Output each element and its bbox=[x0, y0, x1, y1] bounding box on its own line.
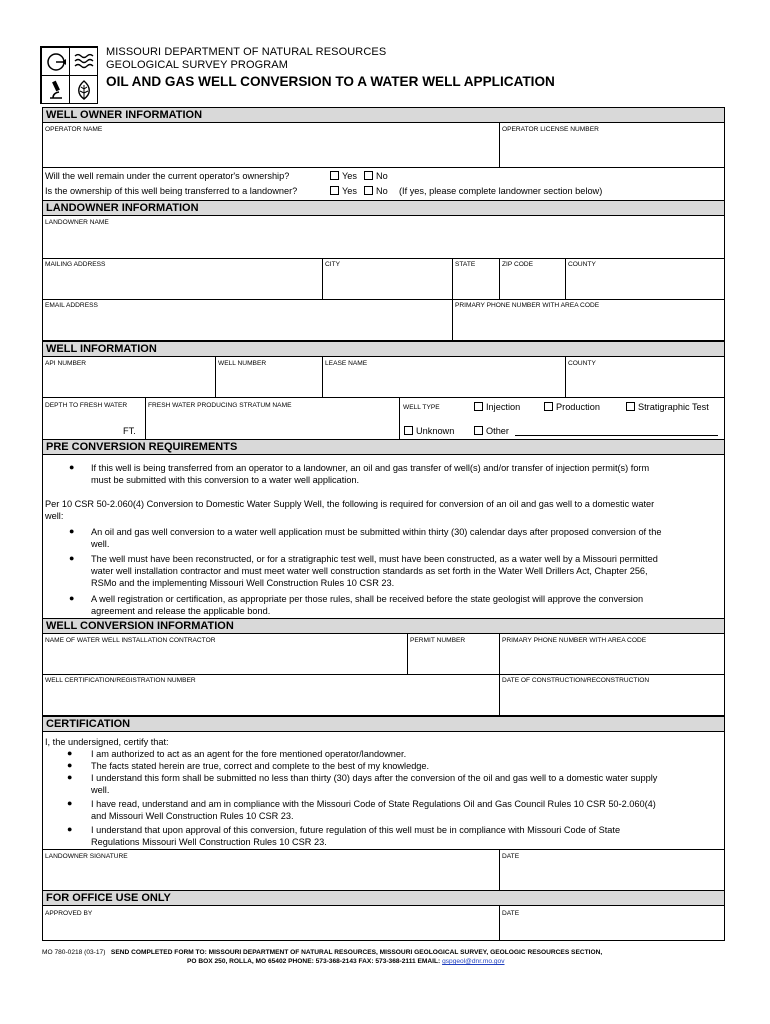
section-well-conversion: WELL CONVERSION INFORMATION bbox=[43, 618, 724, 634]
pre-bullet-3: The well must have been reconstructed, or for a stratigraphic test well, must have been constructed, as a water well by a Missouri permitted bbox=[91, 554, 658, 564]
stratigraphic-label: Stratigraphic Test bbox=[638, 402, 709, 412]
pre-bullet-3-cont2: RSMo and the implementing Missouri Well Construction Rules 10 CSR 23. bbox=[91, 578, 395, 588]
other-checkbox[interactable] bbox=[474, 426, 483, 435]
pre-bullet-4-cont: agreement and release the applicable bond. bbox=[91, 606, 271, 616]
permit-label: PERMIT NUMBER bbox=[410, 637, 466, 644]
contractor-phone-label: PRIMARY PHONE NUMBER WITH AREA CODE bbox=[502, 637, 647, 644]
yes-label: Yes bbox=[342, 186, 357, 196]
no-checkbox[interactable] bbox=[364, 171, 373, 180]
cert-item-1: I am authorized to act as an agent for the fore mentioned operator/landowner. bbox=[91, 749, 407, 759]
well-number-label: WELL NUMBER bbox=[218, 360, 267, 367]
pre-bullet-1: If this well is being transferred from an operator to a landowner, an oil and gas transfer of well(s) and/or transfer of injection permit(s) form bbox=[91, 463, 650, 473]
water-waves-icon bbox=[69, 47, 98, 76]
signature-label: LANDOWNER SIGNATURE bbox=[45, 853, 128, 860]
stratum-label: FRESH WATER PRODUCING STRATUM NAME bbox=[148, 402, 292, 409]
pre-bullet-1-cont: must be submitted with this conversion to a water well application. bbox=[91, 475, 360, 485]
production-label: Production bbox=[556, 402, 600, 412]
program-name: GEOLOGICAL SURVEY PROGRAM bbox=[106, 59, 289, 71]
signature-date-label: DATE bbox=[502, 853, 520, 860]
production-checkbox[interactable] bbox=[544, 402, 553, 411]
ownership-question: Will the well remain under the current operator's ownership? bbox=[45, 171, 290, 181]
certification-intro: I, the undersigned, certify that: bbox=[45, 737, 169, 747]
landowner-note: (If yes, please complete landowner section below) bbox=[399, 186, 603, 196]
cert-item-5-cont: Regulations Missouri Well Construction Rules 10 CSR 23. bbox=[91, 837, 327, 847]
county-label: COUNTY bbox=[568, 261, 596, 268]
depth-label: DEPTH TO FRESH WATER bbox=[45, 402, 128, 409]
stratigraphic-checkbox[interactable] bbox=[626, 402, 635, 411]
transfer-no-checkbox[interactable] bbox=[364, 186, 373, 195]
yes-label: Yes bbox=[342, 171, 357, 181]
other-field[interactable] bbox=[515, 435, 718, 436]
phone-label: PRIMARY PHONE NUMBER WITH AREA CODE bbox=[455, 302, 600, 309]
zip-label: ZIP CODE bbox=[502, 261, 534, 268]
email-link[interactable]: gspgeol@dnr.mo.gov bbox=[442, 958, 505, 965]
signature-date-field[interactable] bbox=[502, 862, 722, 888]
city-label: CITY bbox=[325, 261, 341, 268]
microscope-icon bbox=[41, 75, 70, 104]
other-label: Other bbox=[486, 426, 509, 436]
no-label: No bbox=[376, 186, 388, 196]
mailing-contact: PO BOX 250, ROLLA, MO 65402 PHONE: 573-368-2143 FAX: 573-368-2111 EMAIL: bbox=[187, 958, 441, 965]
yes-checkbox[interactable] bbox=[330, 171, 339, 180]
operator-name-field[interactable] bbox=[45, 134, 495, 166]
injection-label: Injection bbox=[486, 402, 521, 412]
section-certification: CERTIFICATION bbox=[43, 716, 724, 732]
state-label: STATE bbox=[455, 261, 476, 268]
no-label: No bbox=[376, 171, 388, 181]
transfer-question: Is the ownership of this well being transferred to a landowner? bbox=[45, 186, 298, 196]
pre-bullet-3-cont: water well installation contractor and must meet water well construction standards as set forth in the Water Well Drillers Act, Chapter 256, bbox=[91, 566, 648, 576]
unknown-label: Unknown bbox=[416, 426, 455, 436]
cert-item-4-cont: and Missouri Well Construction Rules 10 CSR 23. bbox=[91, 811, 294, 821]
cert-item-5: I understand that upon approval of this conversion, future regulation of this well must be in compliance with Missouri Code of State bbox=[91, 825, 621, 835]
dnr-logo bbox=[40, 46, 98, 104]
arrow-circle-icon bbox=[41, 47, 70, 76]
well-county-label: COUNTY bbox=[568, 360, 596, 367]
construction-date-label: DATE OF CONSTRUCTION/RECONSTRUCTION bbox=[502, 677, 650, 684]
email-label: EMAIL ADDRESS bbox=[45, 302, 98, 309]
api-label: API NUMBER bbox=[45, 360, 87, 367]
transfer-yes-checkbox[interactable] bbox=[330, 186, 339, 195]
cert-item-2: The facts stated herein are true, correct and complete to the best of my knowledge. bbox=[91, 761, 430, 771]
certification-number-label: WELL CERTIFICATION/REGISTRATION NUMBER bbox=[45, 677, 196, 684]
regulation-paragraph-cont: well: bbox=[45, 511, 64, 521]
cert-item-3-cont: well. bbox=[91, 785, 110, 795]
section-well-information: WELL INFORMATION bbox=[43, 341, 724, 357]
unknown-checkbox[interactable] bbox=[404, 426, 413, 435]
send-instructions: SEND COMPLETED FORM TO: MISSOURI DEPARTMENT OF NATURAL RESOURCES, MISSOURI GEOLOGICAL SURVEY, GEOLOGIC RESOURCES SECTION, bbox=[110, 949, 603, 956]
license-field[interactable] bbox=[502, 134, 722, 166]
landowner-name-label: LANDOWNER NAME bbox=[45, 219, 109, 226]
contractor-label: NAME OF WATER WELL INSTALLATION CONTRACTOR bbox=[45, 637, 216, 644]
well-type-label: WELL TYPE bbox=[403, 404, 440, 411]
office-date-label: DATE bbox=[502, 910, 520, 917]
section-well-owner: WELL OWNER INFORMATION bbox=[43, 108, 724, 123]
approved-by-label: APPROVED BY bbox=[45, 910, 93, 917]
section-pre-conversion: PRE CONVERSION REQUIREMENTS bbox=[43, 439, 724, 455]
cert-item-3: I understand this form shall be submitted no less than thirty (30) days after the conversion of the oil and gas well to a domestic water supply bbox=[91, 773, 658, 783]
lease-label: LEASE NAME bbox=[325, 360, 368, 367]
signature-field[interactable] bbox=[45, 862, 495, 888]
form-number: MO 780-0218 (03-17) bbox=[42, 949, 106, 956]
pre-bullet-2: An oil and gas well conversion to a water well application must be submitted within thirty (30) calendar days after proposed conversion of the bbox=[91, 527, 662, 537]
department-name: MISSOURI DEPARTMENT OF NATURAL RESOURCES bbox=[106, 46, 387, 58]
pre-bullet-4: A well registration or certification, as appropriate per those rules, shall be received before the state geologist will approve the conversion bbox=[91, 594, 644, 604]
regulation-paragraph: Per 10 CSR 50-2.060(4) Conversion to Domestic Water Supply Well, the following is required for conversion of an oil and gas well to a domestic water bbox=[45, 499, 655, 509]
landowner-name-field[interactable] bbox=[45, 228, 721, 256]
cert-item-4: I have read, understand and am in compliance with the Missouri Code of State Regulations Oil and Gas Council Rules 10 CSR 50-2.060(4) bbox=[91, 799, 656, 809]
license-label: OPERATOR LICENSE NUMBER bbox=[502, 126, 599, 133]
leaf-icon bbox=[69, 75, 98, 104]
section-landowner: LANDOWNER INFORMATION bbox=[43, 200, 724, 216]
ft-unit: FT. bbox=[123, 426, 136, 436]
pre-bullet-2-cont: well. bbox=[91, 539, 110, 549]
injection-checkbox[interactable] bbox=[474, 402, 483, 411]
mailing-label: MAILING ADDRESS bbox=[45, 261, 106, 268]
operator-name-label: OPERATOR NAME bbox=[45, 126, 103, 133]
section-office-use: FOR OFFICE USE ONLY bbox=[43, 890, 724, 906]
application-form: WELL OWNER INFORMATION OPERATOR NAME OPERATOR LICENSE NUMBER Will the well remain under the current operator's ownership? Yes No Is the ownership of this well being transferred to a landowner? Yes No (If yes, please complete landowner section below) LANDOWNER INFORMATION LANDOWNER NAME MAILING ADDRESS CITY STATE ZIP CODE COUNTY EMAIL ADDRESS PRIMARY PHONE NUMBER WITH AREA CODE WELL INFORMATION API NUMBER WELL NUMBER LEASE NAME COUNTY DEPTH TO FRESH WATER FRESH WATER PRODUCING STRATUM NAME WELL TYPE Injection Production Stratigraphic Test FT. Unknown Other PRE CONVERSION REQUIREMENTS ● If this well is being transferred from an operator to a landowner, an oil and gas transfer of well(s) and/or transfer of injection permit(s) form must be submitted with this conversion to a water well application. Per 10 CSR 50-2.060(4) Conversion to Domestic Water Supply Well, the following is required for conversion of an oil and gas well to a domestic water well: ● An oil and gas well conversion to a water well application must be submitted within thirty (30) calendar days after proposed conversion of the well. ● The well must have been reconstructed, or for a stratigraphic test well, must have been constructed, as a water well by a Missouri permitted water well installation contractor and must meet water well construction standards as set forth in the Water Well Drillers Act, Chapter 256, RSMo and the implementing Missouri Well Construction Rules 10 CSR 23. ● A well registration or certification, as appropriate per those rules, shall be received before the state geologist will approve the conversion agreement and release the applicable bond. WELL CONVERSION INFORMATION NAME OF WATER WELL INSTALLATION CONTRACTOR PERMIT NUMBER PRIMARY PHONE NUMBER WITH AREA CODE WELL CERTIFICATION/REGISTRATION NUMBER DATE OF CONSTRUCTION/RECONSTRUCTION CERTIFICATION I, the undersigned, certify that: ● I am authorized to act as an agent for the fore mentioned operator/landowner. ● The facts stated herein are true, correct and complete to the best of my knowledge. ● I understand this form shall be submitted no less than thirty (30) days after the conversion of the oil and gas well to a domestic water supply well. ● I have read, understand and am in compliance with the Missouri Code of State Regulations Oil and Gas Council Rules 10 CSR 50-2.060(4) and Missouri Well Construction Rules 10 CSR 23. ● I understand that upon approval of this conversion, future regulation of this well must be in compliance with Missouri Code of State Regulations Missouri Well Construction Rules 10 CSR 23. LANDOWNER SIGNATURE DATE FOR OFFICE USE ONLY APPROVED BY DATE bbox=[42, 107, 725, 941]
form-title: OIL AND GAS WELL CONVERSION TO A WATER WELL APPLICATION bbox=[106, 74, 555, 89]
